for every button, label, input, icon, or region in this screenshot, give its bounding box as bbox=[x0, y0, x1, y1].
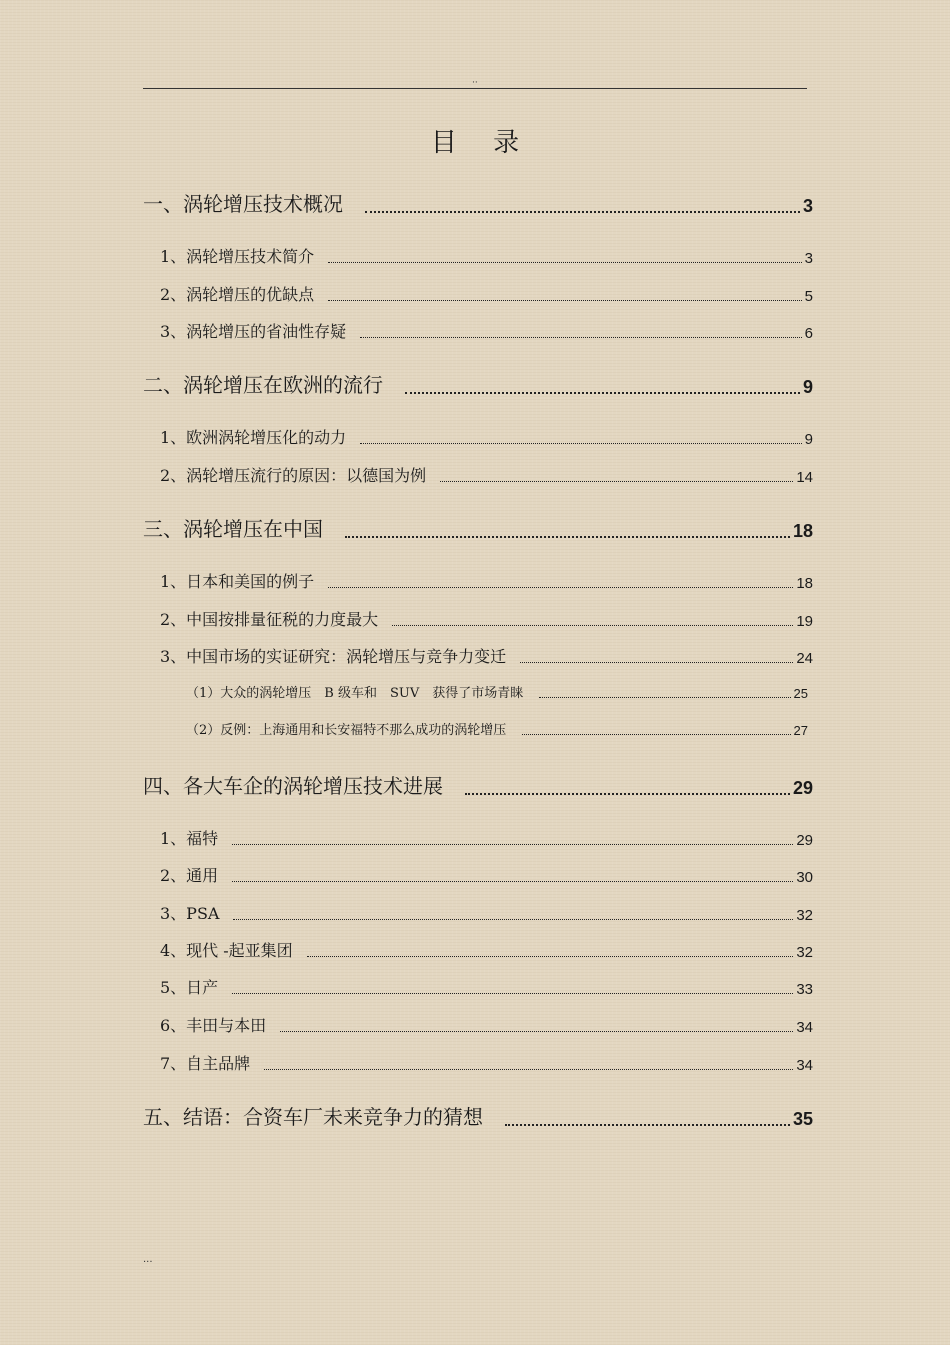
toc-entry-label: 1、日本和美国的例子 bbox=[160, 572, 315, 591]
toc-entry[interactable] bbox=[160, 644, 813, 667]
toc-entry-label: 1、欧洲涡轮增压化的动力 bbox=[160, 428, 347, 447]
toc-entry-label: 2、涡轮增压的优缺点 bbox=[160, 285, 315, 304]
toc-entry-label: （1）大众的涡轮增压 B 级车和 SUV 获得了市场青睐 bbox=[186, 686, 524, 701]
toc-entry[interactable] bbox=[160, 319, 813, 342]
toc-entry[interactable] bbox=[160, 569, 813, 592]
toc-entry-page: 30 bbox=[796, 869, 813, 886]
dot-leader bbox=[405, 392, 800, 394]
toc-entry[interactable] bbox=[160, 425, 813, 448]
toc-entry-page: 24 bbox=[796, 650, 813, 667]
toc-title: 目 录 bbox=[430, 128, 534, 158]
toc-entry-label: 三、涡轮增压在中国 bbox=[143, 517, 323, 541]
toc-entry[interactable] bbox=[160, 826, 813, 849]
dot-leader bbox=[360, 337, 801, 338]
dot-leader bbox=[328, 300, 801, 301]
toc-entry-label: 2、中国按排量征税的力度最大 bbox=[160, 610, 379, 629]
toc-entry-page: 25 bbox=[793, 686, 808, 701]
toc-entry-label: 5、日产 bbox=[160, 978, 219, 997]
toc-entry-label: 二、涡轮增压在欧洲的流行 bbox=[143, 373, 383, 397]
toc-entry-page: 6 bbox=[804, 325, 813, 342]
toc-entry-page: 3 bbox=[802, 196, 813, 216]
toc-entry[interactable] bbox=[143, 1101, 813, 1130]
dot-leader bbox=[307, 956, 794, 957]
toc-entry-label: 一、涡轮增压技术概况 bbox=[143, 192, 343, 216]
toc-entry-label: 3、PSA bbox=[160, 904, 220, 923]
dot-leader bbox=[522, 734, 790, 735]
toc-entry-page: 33 bbox=[796, 981, 813, 998]
toc-entry-page: 18 bbox=[792, 521, 813, 541]
toc-entry-label: 1、涡轮增压技术简介 bbox=[160, 247, 315, 266]
dot-leader bbox=[345, 536, 790, 538]
dot-leader bbox=[328, 587, 793, 588]
toc-entry-label: （2）反例：上海通用和长安福特不那么成功的涡轮增压 bbox=[186, 723, 507, 738]
dot-leader bbox=[392, 625, 793, 626]
toc-entry-page: 32 bbox=[796, 907, 813, 924]
toc-entry-page: 27 bbox=[793, 723, 808, 738]
header-rule bbox=[143, 88, 807, 89]
toc-entry-page: 34 bbox=[796, 1019, 813, 1036]
toc-entry[interactable] bbox=[186, 682, 808, 701]
toc-entry[interactable] bbox=[160, 607, 813, 630]
toc-entry-page: 32 bbox=[796, 944, 813, 961]
toc-entry[interactable] bbox=[143, 188, 813, 217]
toc-entry[interactable] bbox=[160, 282, 813, 305]
toc-entry-page: 34 bbox=[796, 1057, 813, 1074]
toc-entry[interactable] bbox=[143, 513, 813, 542]
toc-entry[interactable] bbox=[160, 975, 813, 998]
toc-entry-page: 35 bbox=[792, 1109, 813, 1129]
toc-entry[interactable] bbox=[143, 770, 813, 799]
toc-entry-label: 2、涡轮增压流行的原因：以德国为例 bbox=[160, 466, 427, 485]
toc-entry-label: 3、涡轮增压的省油性存疑 bbox=[160, 322, 347, 341]
dot-leader bbox=[465, 793, 790, 795]
footer-mark: ... bbox=[143, 1254, 153, 1265]
toc-entry[interactable] bbox=[160, 244, 813, 267]
toc-entry-label: 7、自主品牌 bbox=[160, 1054, 251, 1073]
toc-entry-page: 29 bbox=[796, 832, 813, 849]
toc-entry-label: 五、结语：合资车厂未来竞争力的猜想 bbox=[143, 1105, 483, 1129]
dot-leader bbox=[280, 1031, 793, 1032]
toc-entry[interactable] bbox=[160, 863, 813, 886]
toc-entry-page: 19 bbox=[796, 613, 813, 630]
dot-leader bbox=[232, 881, 793, 882]
dot-leader bbox=[232, 993, 793, 994]
dot-leader bbox=[264, 1069, 793, 1070]
toc-entry-label: 四、各大车企的涡轮增压技术进展 bbox=[143, 774, 443, 798]
toc-entry-page: 3 bbox=[804, 250, 813, 267]
toc-entry-label: 4、现代 -起亚集团 bbox=[160, 941, 293, 960]
toc-entry-page: 9 bbox=[804, 431, 813, 448]
toc-entry-page: 29 bbox=[792, 778, 813, 798]
dot-leader bbox=[233, 919, 793, 920]
dot-leader bbox=[539, 697, 790, 698]
dot-leader bbox=[505, 1124, 790, 1126]
toc-entry[interactable] bbox=[160, 1013, 813, 1036]
header-mark: ·· bbox=[472, 78, 478, 88]
toc-entry[interactable] bbox=[160, 938, 813, 961]
dot-leader bbox=[440, 481, 793, 482]
toc-entry[interactable] bbox=[160, 901, 813, 924]
dot-leader bbox=[328, 262, 801, 263]
toc-entry-page: 5 bbox=[804, 288, 813, 305]
dot-leader bbox=[360, 443, 801, 444]
dot-leader bbox=[520, 662, 793, 663]
toc-entry-page: 14 bbox=[796, 469, 813, 486]
toc-entry[interactable] bbox=[160, 463, 813, 486]
dot-leader bbox=[232, 844, 793, 845]
dot-leader bbox=[365, 211, 800, 213]
toc-entry-page: 18 bbox=[796, 575, 813, 592]
toc-entry[interactable] bbox=[143, 369, 813, 398]
toc-entry-label: 2、通用 bbox=[160, 866, 219, 885]
toc-entry-page: 9 bbox=[802, 377, 813, 397]
toc-entry-label: 6、丰田与本田 bbox=[160, 1016, 267, 1035]
toc-entry-label: 3、中国市场的实证研究：涡轮增压与竞争力变迁 bbox=[160, 647, 507, 666]
toc-entry-label: 1、福特 bbox=[160, 829, 219, 848]
toc-entry[interactable] bbox=[186, 719, 808, 738]
toc-entry[interactable] bbox=[160, 1051, 813, 1074]
